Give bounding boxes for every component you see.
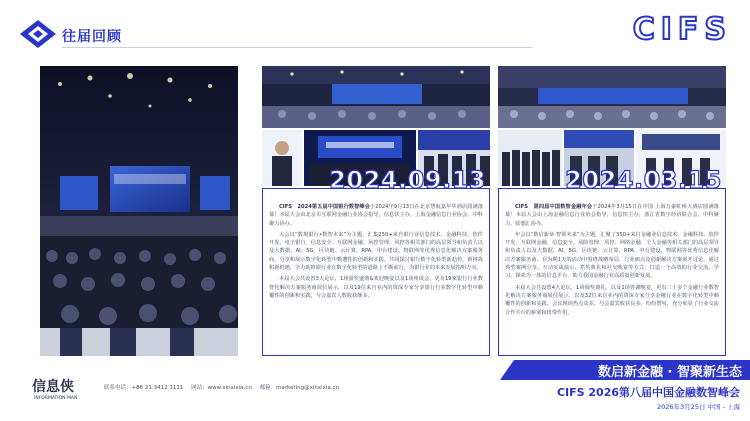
svg-text:信息侠: 信息侠 [32, 379, 74, 395]
header-divider [62, 47, 532, 48]
paragraph: 于2024年9月13日在北京慧航嘉年华酒店圆满落幕！本届大会由北京市互联网金融行业协会指导，信息快主办，上海金融信息行业协会、中科聚力协办。 [269, 204, 483, 227]
review-card-2024-09 [262, 66, 490, 356]
paragraph: 年会以“数启新章·智领未来”为主题，汇聚了350+来自金融业信息技术、金融科技、软件开发、互联网金融、信息安全、风险管理、风控、网络金融、个人金融等相关部门的高层领导和负责人以及大数据、AI、5G、区块链、云计算、RPA、中台建设、物联网等优秀信息化解决方案服务商。在为期1天的活动中围绕战略布局、行业痛点及创新解决方案展开讨论，通过典型案例分享、互动实战演示、搭奖典礼和社交晚宴等方式，打造一个高效的行业交流、学习、探索为一体的信息平台，助力我国金融行业高质量创新发展。 [505, 231, 719, 280]
paragraph: 于2024年3月15日在中国·上海万豪虹桥大酒店圆满落幕！本届大会由上海金融信息行业协会指导，信息快主办，浙江省数字经济联合会、中科聚力、陆想汇协办。 [505, 204, 719, 227]
page-title: 往届回顾 [62, 29, 122, 45]
upcoming-event-name: CIFS 2026第八届中国金融数智峰会 [556, 386, 740, 399]
event-name: CIFS 第四届中国数智金融年会 [515, 204, 593, 210]
review-card-2024-03 [498, 66, 726, 356]
upcoming-event-date: 2026年3月25日 中国 - 上海 [657, 403, 740, 411]
paragraph: 大会以“数境银行•数智未来”为主题，汇集250+来自银行业信息技术、金融科技、软件开发、电子银行、信息安全、互联网金融、风控管理、风控等相关部门的高层领导和负责人以及大数据、AI、5G、区块链、云计算、RPA、中台建设、物联网等优秀信息化解决方案服务商，分享和展示数字化转型中颇遭性的创新和实践，共同探讨银行数字化转型新趋势、新挑战和新机遇，全力助推银行业在数字化转型的道路上不断前行，为银行业的未来发展指明方向。 [269, 231, 483, 272]
paragraph: 本届大会共设置3大论坛，1场颁奖盛典&欢迎晚宴以及1场座谈会，更有19家银行行业数智化解决方案服务商展位展示，以及19位来自业内的资深专家分享银行行业数字化转型中颇覆性的创新和实践，与会嘉宾人数收获颇多。 [269, 276, 483, 299]
diamond-logo-icon [18, 18, 58, 50]
conference-hall-photo [40, 66, 238, 356]
card-description [262, 188, 490, 356]
event-date-badge: 2024.09.13 [329, 166, 486, 194]
brand-logo [30, 376, 90, 402]
page-header [0, 0, 750, 62]
event-hall-photo [498, 66, 726, 128]
event-date-badge: 2024.03.15 [565, 166, 722, 194]
svg-text:INFORMATION MAN: INFORMATION MAN [34, 396, 78, 401]
speaker-photo [262, 130, 302, 186]
event-name: CIFS 2024第五届中国银行数智峰会 [279, 204, 370, 210]
event-hall-photo [262, 66, 490, 128]
card-description [498, 188, 726, 356]
contact-info [104, 383, 345, 391]
group-photo [498, 130, 562, 186]
slogan-text: 数启新金融 · 智聚新生态 [598, 365, 742, 380]
contact-email: 邮箱：marketing@xinxixia.cn [259, 385, 340, 391]
contact-phone: 联系电话：+86 21 3412 1111 [104, 385, 184, 391]
cifs-logo: CIFS [632, 12, 732, 47]
paragraph: 本届大会共设置4大论坛，1场颁奖典礼，以及1场答谢晚宴，更有二十多个金融行业数智化解决方案服务商展位展示，以及32位来自业内的资深专家分享金融行业在数字化转型中颇覆性的创新和实践，会议现场热点众多，与会嘉宾收获良多，纷纷赞叹，充分彰显了行业交流合作平台的桥梁和纽带作用。 [505, 284, 719, 316]
contact-website: 网站：www.xinxixia.cn [191, 385, 252, 391]
